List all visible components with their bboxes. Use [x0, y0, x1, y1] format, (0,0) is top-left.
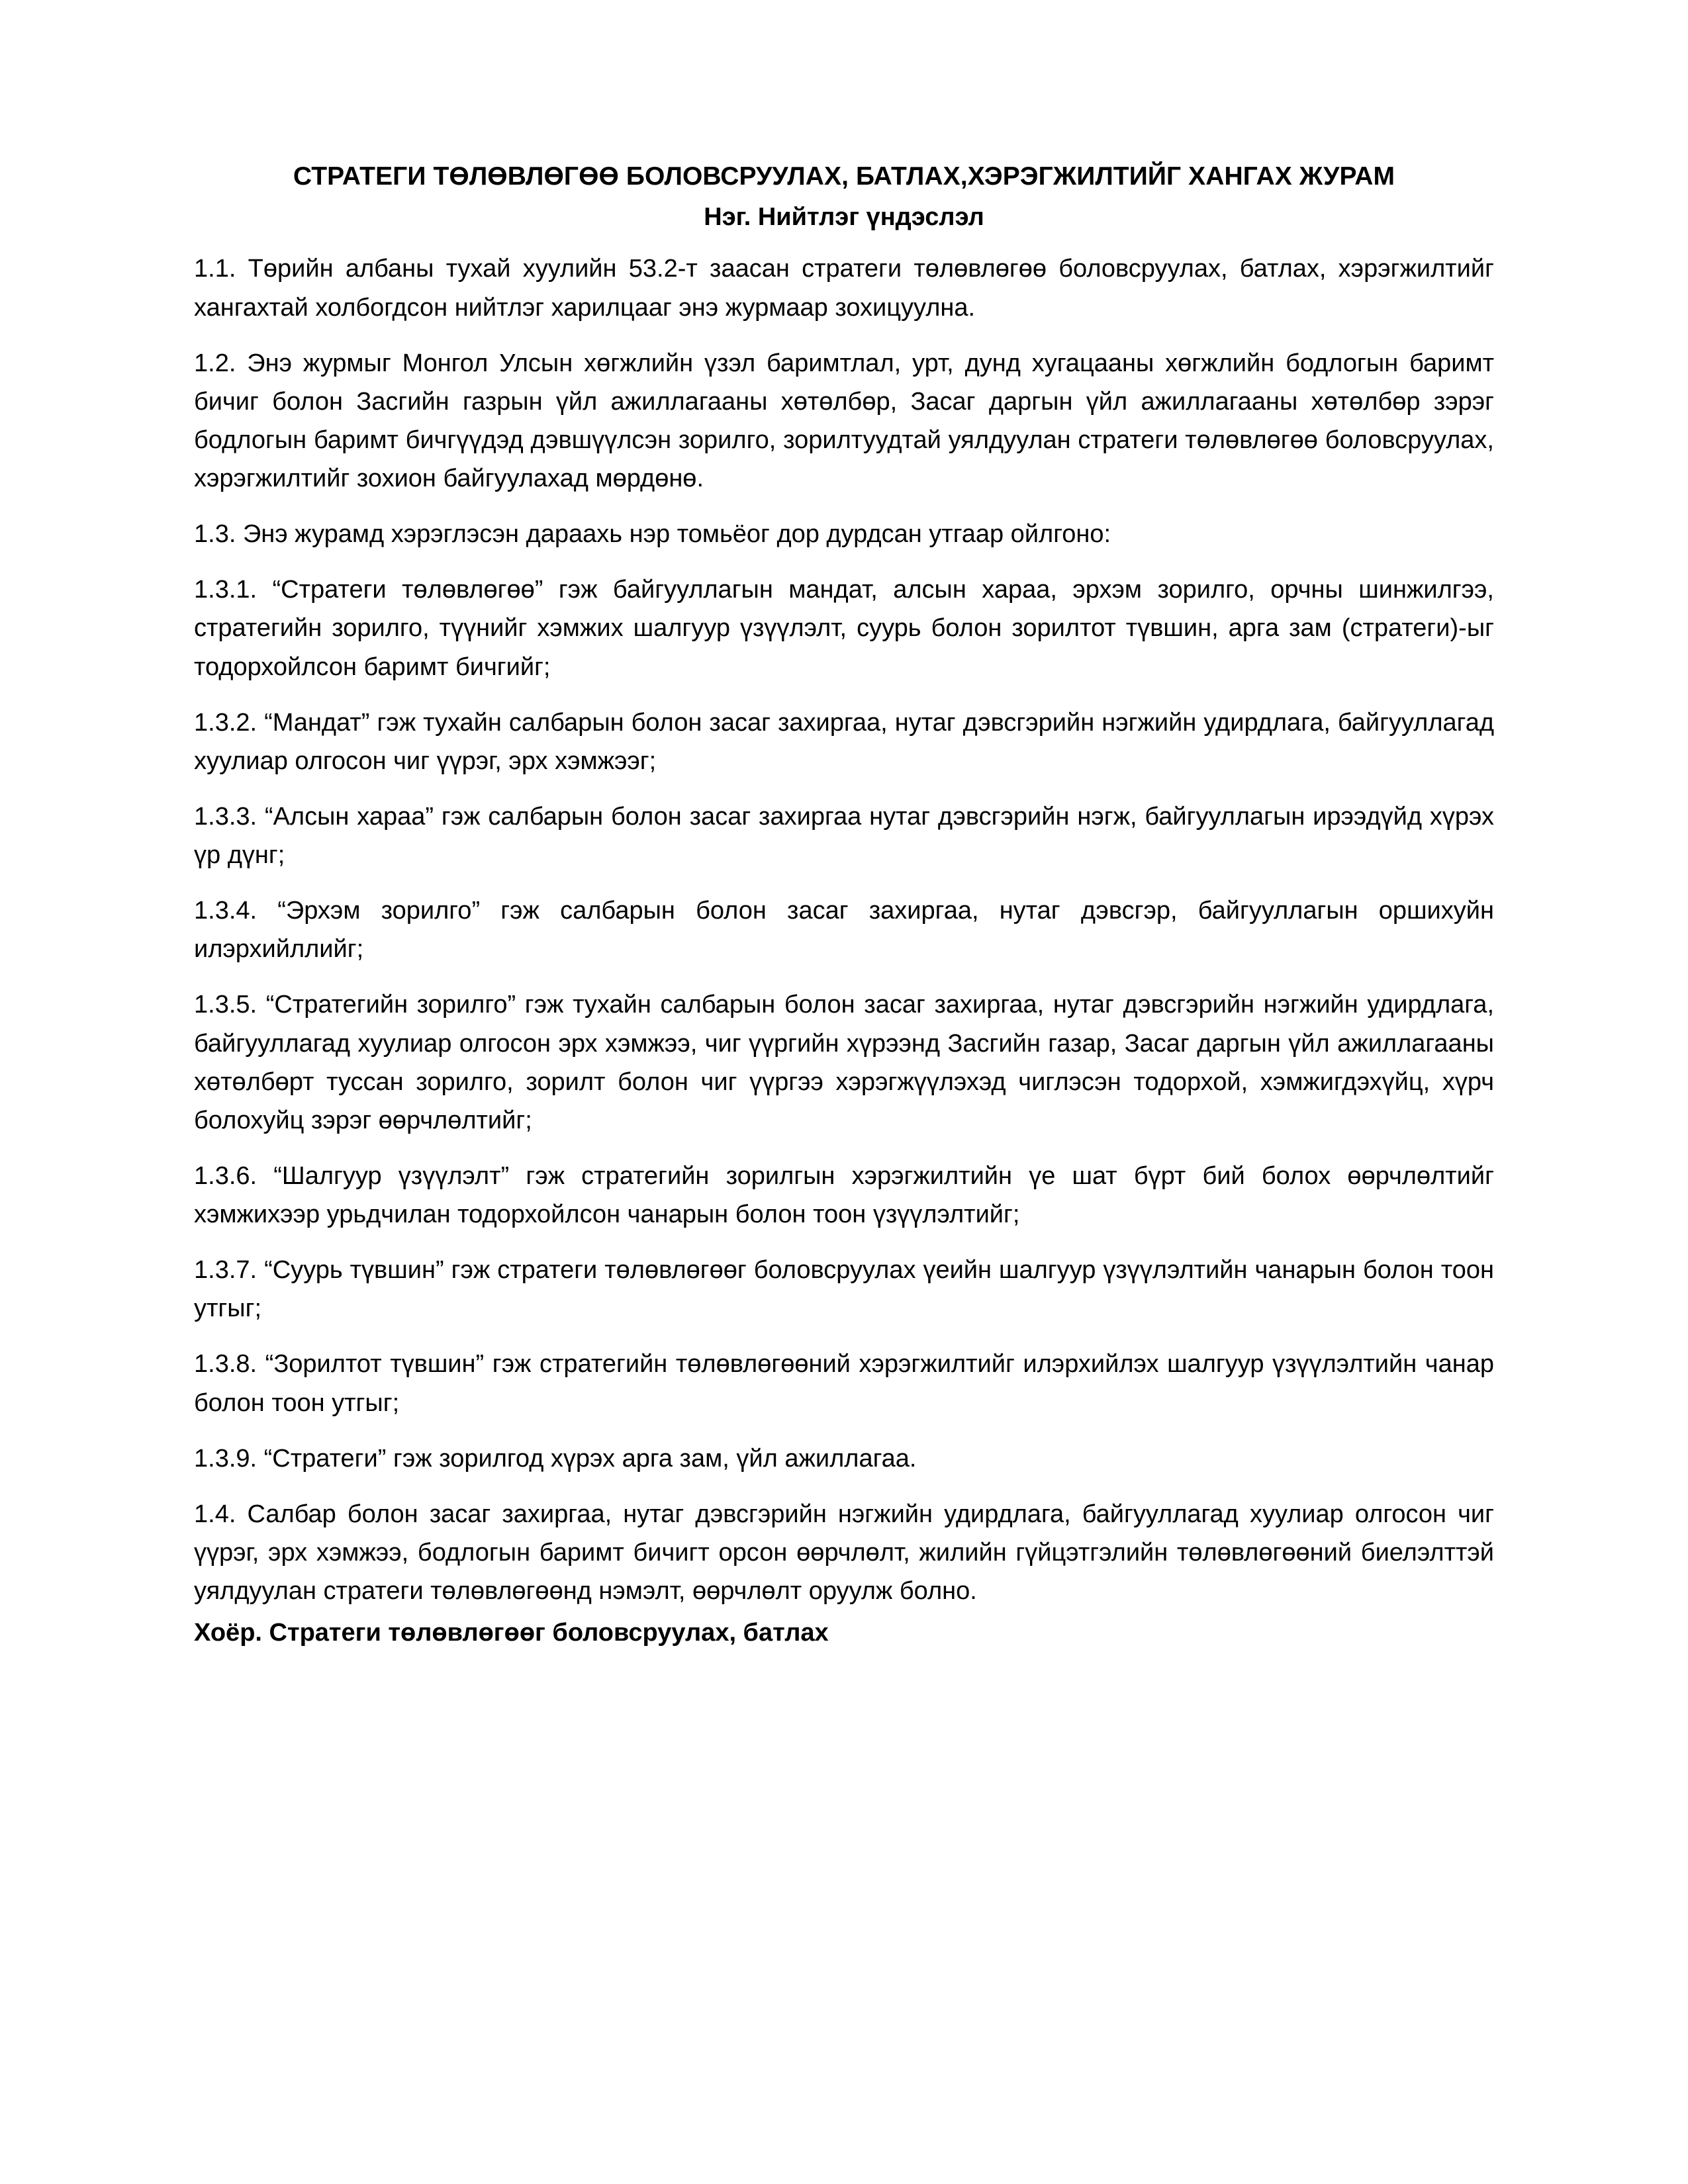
paragraph-1-3-4: 1.3.4. “Эрхэм зорилго” гэж салбарын болон засаг захиргаа, нутаг дэвсгэр, байгууллагын оршихуйн илэрхийллийг;: [194, 897, 1494, 964]
paragraph-1-3-3: 1.3.3. “Алсын хараа” гэж салбарын болон засаг захиргаа нутаг дэвсгэрийн нэгж, байгууллагын ирээдүйд хүрэх үр дүнг;: [194, 802, 1494, 870]
paragraph-1-3-6: 1.3.6. “Шалгуур үзүүлэлт” гэж стратегийн зорилгын хэрэгжилтийн үе шат бүрт бий болох өөрчлөлтийг хэмжихээр урьдчилан тодорхойлсон чанарын болон тоон үзүүлэлтийг;: [194, 1161, 1494, 1229]
paragraph-1-3-5: 1.3.5. “Стратегийн зорилго” гэж тухайн салбарын болон засаг захиргаа, нутаг дэвсгэрийн нэгжийн удирдлага, байгууллагад хуулиар олгосон эрх хэмжээ, чиг үүргийн хүрээнд Засгийн газар, Засаг даргын үйл ажиллагааны хөтөлбөрт туссан зорилго, зорилт болон чиг үүргээ хэрэгжүүлэхэд чиглэсэн тодорхой, хэмжигдэхүйц, хүрч болохуйц зэрэг өөрчлөлтийг;: [194, 991, 1494, 1134]
section-heading-two: Хоёр. Стратеги төлөвлөгөөг боловсруулах, батлах: [194, 1619, 829, 1647]
paragraph-1-3: 1.3. Энэ журамд хэрэглэсэн дараахь нэр томьёог дор дурдсан утгаар ойлгоно:: [194, 520, 1111, 549]
section-heading-one: Нэг. Нийтлэг үндэслэл: [704, 203, 984, 231]
paragraph-1-3-1: 1.3.1. “Стратеги төлөвлөгөө” гэж байгууллагын мандат, алсын хараа, эрхэм зорилго, орчны шинжилгээ, стратегийн зорилго, түүнийг хэмжих шалгуур үзүүлэлт, суурь болон зорилтот түвшин, арга зам (стратеги)-ыг тодорхойлсон баримт бичгийг;: [194, 576, 1494, 681]
paragraph-1-3-2: 1.3.2. “Мандат” гэж тухайн салбарын болон засаг захиргаа, нутаг дэвсгэрийн нэгжийн удирдлага, байгууллагад хуулиар олгосон чиг үүрэг, эрх хэмжээг;: [194, 708, 1494, 775]
paragraph-1-4: 1.4. Салбар болон засаг захиргаа, нутаг дэвсгэрийн нэгжийн удирдлага, байгууллагад хуулиар олгосон чиг үүрэг, эрх хэмжээ, бодлогын баримт бичигт орсон өөрчлөлт, жилийн гүйцэтгэлийн төлөвлөгөөний биелэлттэй уялдуулан стратеги төлөвлөгөөнд нэмэлт, өөрчлөлт оруулж болно.: [194, 1500, 1494, 1606]
paragraph-1-3-8: 1.3.8. “Зорилтот түвшин” гэж стратегийн төлөвлөгөөний хэрэгжилтийг илэрхийлэх шалгуур үзүүлэлтийн чанар болон тоон утгыг;: [194, 1350, 1494, 1417]
page-title: СТРАТЕГИ ТӨЛӨВЛӨГӨӨ БОЛОВСРУУЛАХ, БАТЛАХ,ХЭРЭГЖИЛТИЙГ ХАНГАХ ЖУРАМ: [293, 162, 1395, 191]
paragraph-1-3-9: 1.3.9. “Стратеги” гэж зорилгод хүрэх арга зам, үйл ажиллагаа.: [194, 1444, 917, 1473]
paragraph-1-3-7: 1.3.7. “Суурь түвшин” гэж стратеги төлөвлөгөөг боловсруулах үеийн шалгуур үзүүлэлтийн чанарын болон тоон утгыг;: [194, 1256, 1494, 1323]
paragraph-1-1: 1.1. Төрийн албаны тухай хуулийн 53.2-т заасан стратеги төлөвлөгөө боловсруулах, батлах, хэрэгжилтийг хангахтай холбогдсон нийтлэг харилцааг энэ журмаар зохицуулна.: [194, 255, 1494, 322]
paragraph-1-2: 1.2. Энэ журмыг Монгол Улсын хөгжлийн үзэл баримтлал, урт, дунд хугацааны хөгжлийн бодлогын баримт бичиг болон Засгийн газрын үйл ажиллагааны хөтөлбөр, Засаг даргын үйл ажиллагааны хөтөлбөр зэрэг бодлогын баримт бичгүүдэд дэвшүүлсэн зорилго, зорилтуудтай уялдуулан стратеги төлөвлөгөө боловсруулах, хэрэгжилтийг зохион байгуулахад мөрдөнө.: [194, 349, 1494, 493]
